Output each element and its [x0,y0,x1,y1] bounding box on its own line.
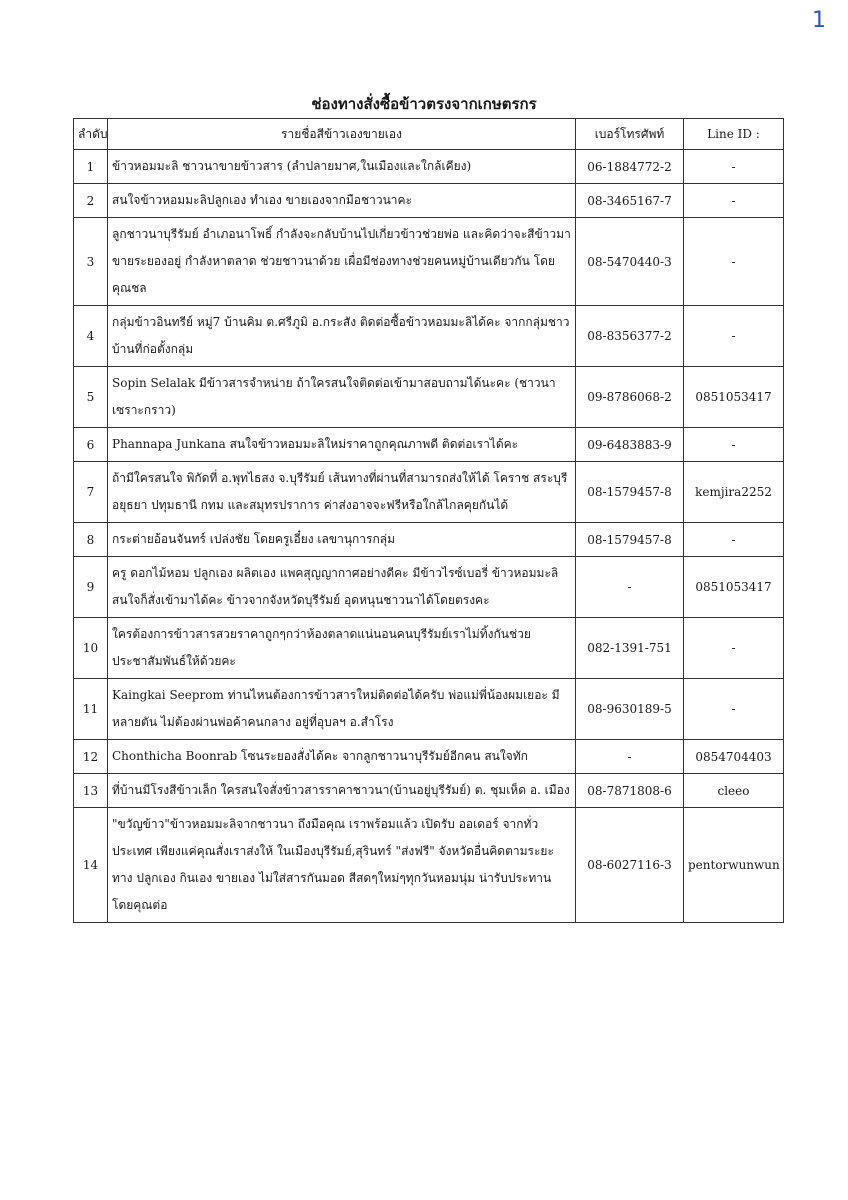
table-row [74,306,784,367]
row-number: 1 [74,150,108,184]
row-line-id: cleeo [684,774,784,808]
row-line-id: - [684,428,784,462]
row-phone: 08-1579457-8 [576,523,684,557]
table-row [74,428,784,462]
row-phone: 09-8786068-2 [576,367,684,428]
row-phone: 08-1579457-8 [576,462,684,523]
row-description: สนใจข้าวหอมมะลิปลูกเอง ทำเอง ขายเองจากมือชาวนาคะ [108,184,576,218]
row-description: กลุ่มข้าวอินทรีย์ หมู่7 บ้านคิม ต.ศรีภูมิ อ.กระสัง ติดต่อซื้อข้าวหอมมะลิได้คะ จากกลุ่มชาวบ้านที่ก่อตั้งกลุ่ม [108,306,576,367]
table-row [74,808,784,923]
row-phone: - [576,740,684,774]
row-description: "ขวัญข้าว"ข้าวหอมมะลิจากชาวนา ถึงมือคุณ เราพร้อมแล้ว เปิดรับ ออเดอร์ จากทั่วประเทศ เพียงแค่คุณสั่งเราส่งให้ ในเมืองบุรีรัมย์,สุรินทร์ "ส่งฟรี" จังหวัดอื่นคิดตามระยะทาง ปลูกเอง กินเอง ขายเอง ไม่ใส่สารกันมอด สีสดๆใหม่ๆทุกวันหอมนุ่ม น่ารับประทาน โดยคุณต่อ [108,808,576,923]
row-description: ข้าวหอมมะลิ ชาวนาขายข้าวสาร (ลำปลายมาศ,ในเมืองและใกล้เคียง) [108,150,576,184]
table-body [74,150,784,923]
row-number: 11 [74,679,108,740]
order-channels-table [73,118,784,923]
row-number: 14 [74,808,108,923]
row-phone: 08-9630189-5 [576,679,684,740]
row-phone: 08-6027116-3 [576,808,684,923]
row-line-id: - [684,218,784,306]
header-no: ลำดับ [74,119,108,150]
row-number: 12 [74,740,108,774]
table-row [74,184,784,218]
row-description: Phannapa Junkana สนใจข้าวหอมมะลิใหม่ราคาถูกคุณภาพดี ติดต่อเราได้คะ [108,428,576,462]
table-row [74,618,784,679]
row-number: 5 [74,367,108,428]
row-phone: 09-6483883-9 [576,428,684,462]
row-line-id: - [684,306,784,367]
row-description: ที่บ้านมีโรงสีข้าวเล็ก ใครสนใจสั่งข้าวสารราคาชาวนา(บ้านอยู่บุรีรัมย์) ต. ชุมเห็ด อ. เมือง [108,774,576,808]
row-number: 3 [74,218,108,306]
row-line-id: 0851053417 [684,367,784,428]
row-phone: 06-1884772-2 [576,150,684,184]
row-phone: 08-8356377-2 [576,306,684,367]
row-phone: 082-1391-751 [576,618,684,679]
table-row [74,557,784,618]
row-phone: 08-5470440-3 [576,218,684,306]
header-line-id: Line ID : [684,119,784,150]
table-row [74,367,784,428]
row-line-id: - [684,184,784,218]
table-row [74,218,784,306]
row-number: 8 [74,523,108,557]
row-phone: 08-7871808-6 [576,774,684,808]
row-number: 9 [74,557,108,618]
row-line-id: kemjira2252 [684,462,784,523]
table-row [74,679,784,740]
row-line-id: - [684,618,784,679]
header-phone: เบอร์โทรศัพท์ [576,119,684,150]
row-line-id: - [684,150,784,184]
row-description: กระต่ายอ้อนจันทร์ เปล่งชัย โดยครูเอี๋ยง เลขานุการกลุ่ม [108,523,576,557]
table-row [74,523,784,557]
table-row [74,462,784,523]
row-phone: 08-3465167-7 [576,184,684,218]
table-row [74,774,784,808]
table-row [74,150,784,184]
table-header-row [74,119,784,150]
row-number: 13 [74,774,108,808]
row-number: 10 [74,618,108,679]
page-number: 1 [812,8,826,33]
row-number: 4 [74,306,108,367]
row-description: ใครต้องการข้าวสารสวยราคาถูกๆกว่าห้องตลาดแน่นอนคนบุรีรัมย์เราไม่ทิ้งกันช่วยประชาสัมพันธ์ให้ด้วยคะ [108,618,576,679]
document-title: ช่องทางสั่งซื้อข้าวตรงจากเกษตรกร [311,95,537,113]
row-line-id: 0851053417 [684,557,784,618]
row-description: ถ้ามีใครสนใจ พิกัดที่ อ.พุทไธสง จ.บุรีรัมย์ เส้นทางที่ผ่านที่สามารถส่งให้ได้ โคราช สระบุรี อยุธยา ปทุมธานี กทม และสมุทรปราการ ค่าส่งอาจจะฟรีหรือใกล้ไกลคุยกันได้ [108,462,576,523]
row-description: ลูกชาวนาบุรีรัมย์ อำเภอนาโพธิ์ กำลังจะกลับบ้านไปเกี่ยวข้าวช่วยพ่อ และคิดว่าจะสีข้าวมาขายระยองอยู่ กำลังหาตลาด ช่วยชาวนาด้วย เผื่อมีช่องทางช่วยคนหมู่บ้านเดียวกัน โดยคุณชล [108,218,576,306]
row-line-id: - [684,523,784,557]
row-number: 7 [74,462,108,523]
row-description: ครู ดอกไม้หอม ปลูกเอง ผลิตเอง แพคสุญญากาศอย่างดีคะ มีข้าวไรซ์เบอรี่ ข้าวหอมมะลิ สนใจก็สั่งเข้ามาได้คะ ข้าวจากจังหวัดบุรีรัมย์ อุดหนุนชาวนาได้โดยตรงคะ [108,557,576,618]
row-phone: - [576,557,684,618]
row-line-id: 0854704403 [684,740,784,774]
row-description: Kaingkai Seeprom ท่านไหนต้องการข้าวสารใหม่ติดต่อได้ครับ พ่อแม่พี่น้องผมเยอะ มีหลายตัน ไม่ต้องผ่านพ่อค้าคนกลาง อยู่ที่อุบลฯ อ.สำโรง [108,679,576,740]
row-description: Chonthicha Boonrab โซนระยองสั่งได้คะ จากลูกชาวนาบุรีรัมย์อีกคน สนใจทัก [108,740,576,774]
row-line-id: - [684,679,784,740]
row-number: 6 [74,428,108,462]
row-line-id: pentorwunwun [684,808,784,923]
header-name: รายชื่อสีข้าวเองขายเอง [108,119,576,150]
row-description: Sopin Selalak มีข้าวสารจำหน่าย ถ้าใครสนใจติดต่อเข้ามาสอบถามได้นะคะ (ชาวนาเซราะกราว) [108,367,576,428]
table-row [74,740,784,774]
row-number: 2 [74,184,108,218]
